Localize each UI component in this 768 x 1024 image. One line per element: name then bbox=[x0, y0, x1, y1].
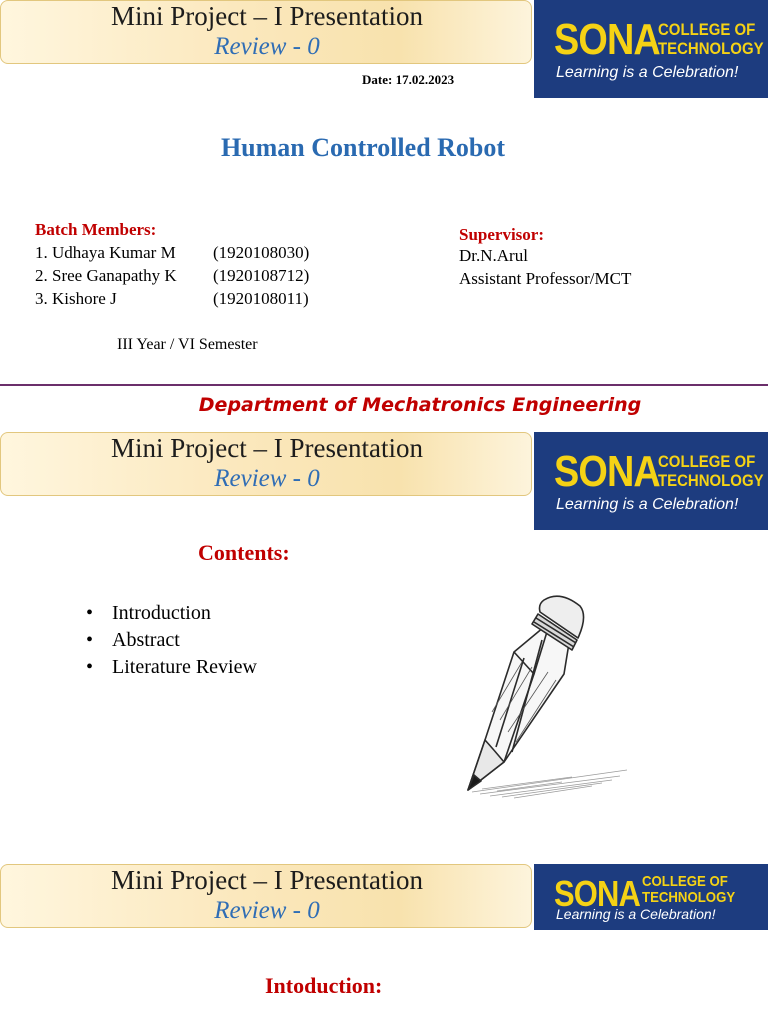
bullet-icon: • bbox=[86, 602, 94, 624]
member-reg-number: (1920108030) bbox=[213, 243, 310, 262]
member-item bbox=[35, 243, 310, 263]
logo-college-line1: COLLEGE OF bbox=[658, 20, 756, 39]
presentation-date: Date: 17.02.2023 bbox=[362, 72, 455, 87]
project-title: Human Controlled Robot bbox=[220, 133, 506, 162]
slide-2 bbox=[0, 432, 768, 864]
logo-college-text bbox=[658, 452, 764, 490]
member-item bbox=[35, 266, 310, 286]
contents-item bbox=[86, 602, 211, 625]
contents-item-label: Abstract bbox=[112, 629, 180, 651]
contents-heading: Contents: bbox=[198, 540, 290, 565]
bullet-icon: • bbox=[86, 656, 94, 678]
title-banner bbox=[0, 864, 532, 928]
member-reg-number: (1920108011) bbox=[213, 289, 309, 308]
member-item bbox=[35, 289, 309, 309]
logo-college-line2: TECHNOLOGY bbox=[642, 889, 736, 906]
divider bbox=[0, 384, 768, 386]
member-name: 1. Udhaya Kumar M bbox=[35, 243, 176, 262]
contents-item bbox=[86, 629, 180, 652]
batch-members-heading: Batch Members: bbox=[35, 220, 157, 239]
supervisor-role: Assistant Professor/MCT bbox=[459, 269, 632, 288]
logo-college-text bbox=[658, 20, 764, 58]
member-name: 3. Kishore J bbox=[35, 289, 117, 308]
presentation-title: Mini Project – I Presentation bbox=[111, 433, 423, 463]
college-logo bbox=[534, 0, 768, 98]
logo-sona-text: SONA bbox=[554, 873, 641, 914]
logo-sona-text: SONA bbox=[554, 15, 660, 64]
member-name: 2. Sree Ganapathy K bbox=[35, 266, 177, 285]
presentation-title: Mini Project – I Presentation bbox=[111, 1, 423, 31]
review-subtitle: Review - 0 bbox=[214, 897, 320, 924]
title-banner bbox=[0, 0, 532, 64]
member-reg-number: (1920108712) bbox=[213, 266, 310, 285]
introduction-heading: Intoduction: bbox=[265, 973, 383, 998]
review-subtitle: Review - 0 bbox=[214, 33, 320, 60]
bullet-icon: • bbox=[86, 629, 94, 651]
contents-item bbox=[86, 656, 257, 679]
supervisor-heading: Supervisor: bbox=[459, 225, 544, 244]
title-banner bbox=[0, 432, 532, 496]
contents-item-label: Literature Review bbox=[112, 656, 257, 678]
supervisor-name: Dr.N.Arul bbox=[459, 246, 528, 265]
slide-1 bbox=[0, 0, 768, 432]
college-logo bbox=[534, 864, 768, 930]
logo-college-text bbox=[642, 874, 735, 906]
slide-3 bbox=[0, 864, 768, 1024]
logo-college-line1: COLLEGE OF bbox=[658, 452, 756, 471]
department-name: Department of Mechatronics Engineering bbox=[198, 394, 642, 416]
logo-college-line2: TECHNOLOGY bbox=[658, 471, 764, 490]
logo-college-line1: COLLEGE OF bbox=[642, 873, 728, 890]
logo-tagline: Learning is a Celebration! bbox=[556, 496, 739, 513]
logo-college-line2: TECHNOLOGY bbox=[658, 39, 764, 58]
logo-sona-text: SONA bbox=[554, 447, 660, 496]
year-semester: III Year / VI Semester bbox=[117, 336, 258, 353]
review-subtitle: Review - 0 bbox=[214, 465, 320, 492]
pencil-icon bbox=[452, 592, 637, 807]
logo-tagline: Learning is a Celebration! bbox=[556, 64, 739, 81]
presentation-title: Mini Project – I Presentation bbox=[111, 865, 423, 895]
logo-tagline: Learning is a Celebration! bbox=[556, 906, 716, 922]
college-logo bbox=[534, 432, 768, 530]
contents-item-label: Introduction bbox=[112, 602, 211, 624]
